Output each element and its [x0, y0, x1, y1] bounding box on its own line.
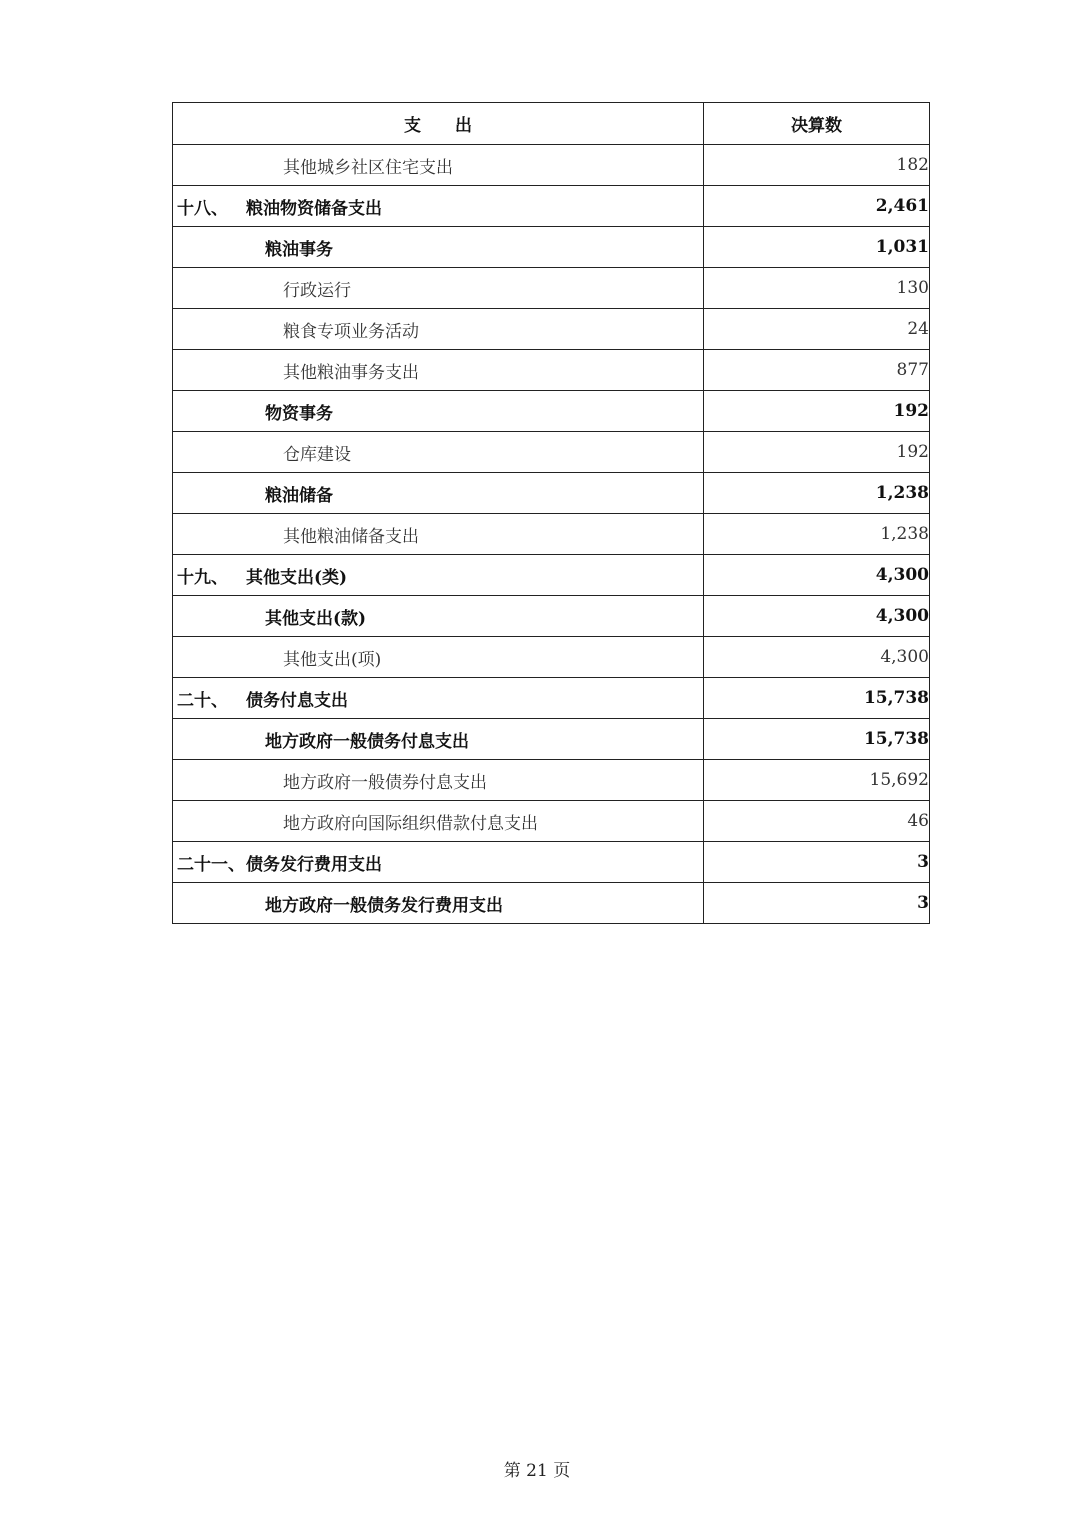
row-item-name	[173, 145, 704, 186]
row-item-label: 地方政府一般债务发行费用支出	[265, 895, 503, 916]
row-item-label: 地方政府一般债券付息支出	[283, 772, 487, 793]
row-amount: 4,300	[704, 637, 930, 678]
row-item-label: 行政运行	[283, 280, 351, 301]
table-row	[173, 473, 930, 514]
row-item-name	[173, 514, 704, 555]
row-item-label: 物资事务	[265, 403, 333, 424]
table-row	[173, 145, 930, 186]
row-amount: 4,300	[704, 555, 930, 596]
row-amount: 1,238	[704, 473, 930, 514]
row-item-name	[173, 186, 704, 227]
row-item-name	[173, 596, 704, 637]
row-amount: 15,692	[704, 760, 930, 801]
row-item-name	[173, 555, 704, 596]
header-final-amount: 决算数	[704, 103, 930, 145]
row-amount: 192	[704, 391, 930, 432]
table-row	[173, 514, 930, 555]
table-row	[173, 883, 930, 924]
table-row	[173, 227, 930, 268]
row-amount: 24	[704, 309, 930, 350]
row-item-name	[173, 473, 704, 514]
row-amount: 1,031	[704, 227, 930, 268]
table-row	[173, 350, 930, 391]
row-category-number: 二十一、	[177, 854, 245, 875]
row-amount: 3	[704, 842, 930, 883]
row-item-name	[173, 637, 704, 678]
row-item-label: 粮油储备	[265, 485, 333, 506]
row-amount: 130	[704, 268, 930, 309]
table-row	[173, 719, 930, 760]
table-row	[173, 432, 930, 473]
row-item-name	[173, 391, 704, 432]
row-item-label: 其他支出(项)	[283, 649, 382, 670]
table-header-row	[173, 103, 930, 145]
row-amount: 2,461	[704, 186, 930, 227]
row-item-label: 债务付息支出	[246, 690, 348, 711]
row-item-label: 粮油物资储备支出	[246, 198, 382, 219]
expenditure-table	[172, 102, 930, 924]
row-item-name	[173, 719, 704, 760]
table-body	[173, 145, 930, 924]
table-row	[173, 596, 930, 637]
row-amount: 182	[704, 145, 930, 186]
row-category-number: 十九、	[177, 567, 228, 588]
row-item-name	[173, 268, 704, 309]
row-item-label: 债务发行费用支出	[246, 854, 382, 875]
row-item-label: 地方政府向国际组织借款付息支出	[283, 813, 538, 834]
row-amount: 4,300	[704, 596, 930, 637]
row-item-name	[173, 678, 704, 719]
table-row	[173, 760, 930, 801]
table-row	[173, 391, 930, 432]
row-item-label: 粮油事务	[265, 239, 333, 260]
table-row	[173, 637, 930, 678]
row-item-label: 其他支出(类)	[246, 567, 348, 588]
row-item-label: 其他城乡社区住宅支出	[283, 157, 453, 178]
row-amount: 192	[704, 432, 930, 473]
row-amount: 46	[704, 801, 930, 842]
table-row	[173, 801, 930, 842]
row-category-number: 二十、	[177, 690, 228, 711]
row-item-label: 其他粮油储备支出	[283, 526, 419, 547]
row-item-name	[173, 760, 704, 801]
table-row	[173, 186, 930, 227]
row-amount: 3	[704, 883, 930, 924]
row-item-label: 地方政府一般债务付息支出	[265, 731, 469, 752]
table-row	[173, 678, 930, 719]
row-amount: 15,738	[704, 678, 930, 719]
table-row	[173, 842, 930, 883]
page-number: 第 21 页	[503, 1461, 571, 1481]
header-expenditure: 支 出	[173, 103, 704, 145]
table-row	[173, 309, 930, 350]
row-item-name	[173, 227, 704, 268]
row-item-name	[173, 883, 704, 924]
row-amount: 15,738	[704, 719, 930, 760]
row-item-name	[173, 432, 704, 473]
row-item-name	[173, 801, 704, 842]
row-item-name	[173, 842, 704, 883]
table-row	[173, 555, 930, 596]
row-item-label: 其他支出(款)	[265, 608, 367, 629]
row-item-name	[173, 309, 704, 350]
row-item-label: 其他粮油事务支出	[283, 362, 419, 383]
row-item-label: 仓库建设	[283, 444, 351, 465]
row-item-label: 粮食专项业务活动	[283, 321, 419, 342]
row-category-number: 十八、	[177, 198, 228, 219]
row-amount: 1,238	[704, 514, 930, 555]
table-row	[173, 268, 930, 309]
row-item-name	[173, 350, 704, 391]
row-amount: 877	[704, 350, 930, 391]
